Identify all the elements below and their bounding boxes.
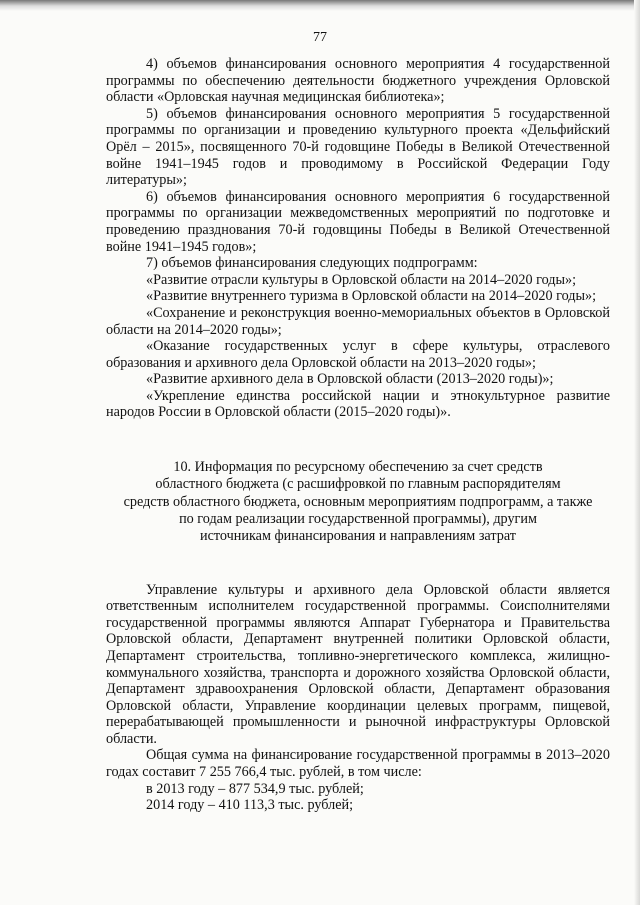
body-paragraph: 2014 году – 410 113,3 тыс. рублей; bbox=[146, 797, 354, 814]
list-item: 7) объемов финансирования следующих подпрограмм: bbox=[146, 255, 478, 272]
list-item: 6) объемов финансирования основного мероприятия 6 государственной программы по организации межведомственных мероприятий по подготовке и проведению празднования 70-й годовщины Победы в Великой Отечественной войне 1941–1945 годов»; bbox=[106, 188, 610, 255]
section-title-line: областного бюджета (с расшифровкой по главным распорядителям bbox=[155, 476, 561, 493]
body-paragraph: Управление культуры и архивного дела Орловской области является ответственным исполнителем государственной программы. Соисполнителями государственной программы являются Аппарат Губернатора и Правительства Орловской области, Департамент внутренней политики Орловской области, Департамент строительства, топливно-энергетического комплекса, жилищно-коммунального хозяйства, транспорта и дорожного хозяйства Орловской области, Департамент здравоохранения Орловской области, Департамент образования Орловской области, Управление координации целевых программ, пищевой, перерабатывающей промышленности и рыночной инфраструктуры Орловской области. bbox=[106, 581, 610, 747]
subprogram-item: «Укрепление единства российской нации и этнокультурное развитие народов России в Орловской области (2015–2020 годы)». bbox=[106, 387, 610, 421]
section-title-line: 10. Информация по ресурсному обеспечению за счет средств bbox=[173, 459, 543, 476]
subprogram-item: «Сохранение и реконструкция военно-мемориальных объектов в Орловской области на 2014–2020 годы»; bbox=[106, 304, 610, 338]
subprogram-item: «Развитие отрасли культуры в Орловской области на 2014–2020 годы»; bbox=[146, 271, 577, 288]
subprogram-item: «Развитие архивного дела в Орловской области (2013–2020 годы)»; bbox=[146, 371, 554, 388]
list-item: 5) объемов финансирования основного мероприятия 5 государственной программы по организации и проведению культурного проекта «Дельфийский Орёл – 2015», посвященного 70-й годовщине Победы в Великой Отечественной войне 1941–1945 годов и проводимому в Российской Федерации Году литературы»; bbox=[106, 105, 610, 189]
page-content bbox=[106, 56, 610, 814]
section-title bbox=[106, 459, 610, 545]
scan-top-edge bbox=[0, 0, 640, 12]
subprogram-item: «Оказание государственных услуг в сфере культуры, отраслевого образования и архивного дела Орловской области на 2013–2020 годы»; bbox=[106, 338, 610, 371]
page-number: 77 bbox=[313, 30, 327, 45]
section-title-line: по годам реализации государственной программы), другим bbox=[179, 510, 537, 527]
body-paragraph: в 2013 году – 877 534,9 тыс. рублей; bbox=[146, 780, 364, 797]
subprogram-item: «Развитие внутреннего туризма в Орловской области на 2014–2020 годы»; bbox=[146, 288, 597, 305]
body-paragraph: Общая сумма на финансирование государственной программы в 2013–2020 годах составит 7 255 766,4 тыс. рублей, в том числе: bbox=[106, 747, 610, 781]
section-title-line: источникам финансирования и направлениям затрат bbox=[200, 528, 516, 545]
list-item: 4) объемов финансирования основного мероприятия 4 государственной программы по обеспечению деятельности бюджетного учреждения Орловской области «Орловская научная медицинская библиотека»; bbox=[106, 56, 610, 106]
scan-right-edge bbox=[634, 0, 640, 905]
section-title-line: средств областного бюджета, основным мероприятиям подпрограмм, а также bbox=[123, 493, 593, 510]
